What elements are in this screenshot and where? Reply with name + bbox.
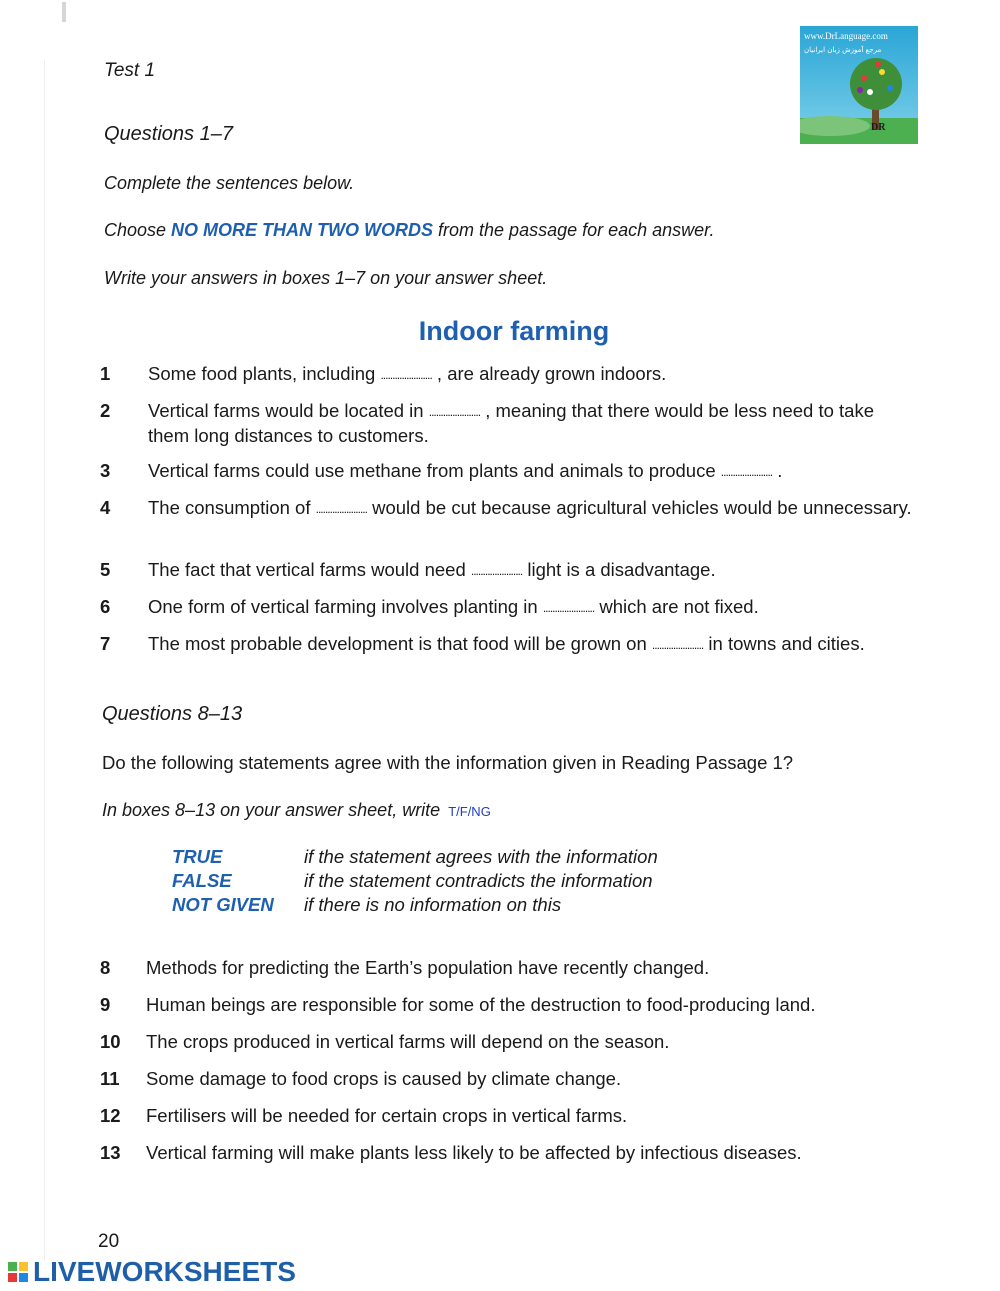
question-text-pre: Some food plants, including <box>148 363 381 384</box>
question-text-pre: The most probable development is that food will be grown on <box>148 633 652 654</box>
word-limit-emphasis: NO MORE THAN TWO WORDS <box>171 220 434 240</box>
page-number: 20 <box>98 1231 120 1252</box>
question-number: 6 <box>100 596 111 617</box>
statement-number: 9 <box>100 994 111 1015</box>
question-text <box>148 632 920 657</box>
question-number: 7 <box>100 633 111 654</box>
answer-blank[interactable]: ...................... <box>470 564 523 578</box>
answer-blank[interactable]: ...................... <box>720 465 773 479</box>
instruction-boxes <box>102 800 491 821</box>
question-text-pre: The consumption of <box>148 497 316 518</box>
question-text-pre: The fact that vertical farms would need <box>148 559 471 580</box>
logo-persian-text: مرجع آموزش زبان ایرانیان <box>804 46 882 54</box>
test-label: Test 1 <box>104 60 156 81</box>
question-number: 5 <box>100 559 111 580</box>
statement-text: Vertical farming will make plants less likely to be affected by infectious diseases. <box>146 1142 802 1163</box>
liveworksheets-logo-icon <box>8 1260 30 1284</box>
statement-text: Methods for predicting the Earth’s population have recently changed. <box>146 957 710 978</box>
logo-image <box>800 26 918 144</box>
question-text-pre: Vertical farms would be located in <box>148 400 429 421</box>
question-text <box>148 459 920 484</box>
liveworksheets-brand[interactable] <box>8 1256 296 1288</box>
question-number: 2 <box>100 400 111 421</box>
question-text-post: in towns and cities. <box>703 633 865 654</box>
legend-description: if the statement agrees with the information <box>304 846 658 867</box>
question-text-post: which are not fixed. <box>594 596 759 617</box>
drlanguage-logo <box>800 26 918 144</box>
legend-row <box>172 870 732 894</box>
question-text <box>148 558 920 583</box>
legend-description: if there is no information on this <box>304 894 562 915</box>
questions-8-13-heading: Questions 8–13 <box>102 703 243 725</box>
legend-key: FALSE <box>172 870 232 891</box>
statement-text: The crops produced in vertical farms will depend on the season. <box>146 1031 670 1052</box>
statement-number: 12 <box>100 1105 121 1126</box>
questions-1-7-heading: Questions 1–7 <box>104 123 233 145</box>
instruction-agree: Do the following statements agree with the information given in Reading Passage 1? <box>102 752 794 773</box>
answer-blank[interactable]: ...................... <box>380 368 432 382</box>
legend-key: TRUE <box>172 846 223 867</box>
question-text <box>148 496 920 521</box>
question-number: 1 <box>100 363 111 384</box>
question-text-post: would be cut because agricultural vehicles would be unnecessary. <box>366 497 912 518</box>
question-text <box>148 399 920 448</box>
question-text-pre: One form of vertical farming involves planting in <box>148 596 543 617</box>
answer-blank[interactable]: ...................... <box>315 502 367 516</box>
instruction-write-answers: Write your answers in boxes 1–7 on your answer sheet. <box>104 268 548 288</box>
instruction-choose <box>104 220 715 241</box>
instruction-choose-pre: Choose <box>104 220 172 240</box>
answer-blank[interactable]: ...................... <box>542 601 595 615</box>
answer-legend <box>172 846 732 918</box>
legend-key: NOT GIVEN <box>172 894 274 915</box>
statement-text: Human beings are responsible for some of the destruction to food-producing land. <box>146 994 816 1015</box>
brand-text: LIVEWORKSHEETS <box>33 1256 296 1287</box>
legend-description: if the statement contradicts the information <box>304 870 653 891</box>
statement-number: 10 <box>100 1031 121 1052</box>
question-number: 3 <box>100 460 111 481</box>
answer-format-hint: T/F/NG <box>448 804 491 819</box>
page-edge-mark <box>62 2 66 22</box>
question-text-post: light is a disadvantage. <box>522 559 716 580</box>
legend-row <box>172 894 732 918</box>
statement-text: Fertilisers will be needed for certain crops in vertical farms. <box>146 1105 628 1126</box>
statement-number: 8 <box>100 957 111 978</box>
statement-text: Some damage to food crops is caused by climate change. <box>146 1068 622 1089</box>
answer-blank[interactable]: ...................... <box>428 405 481 419</box>
question-text <box>148 362 920 387</box>
logo-url-text: www.DrLanguage.com <box>804 31 888 41</box>
statement-number: 11 <box>100 1068 120 1089</box>
question-number: 4 <box>100 497 111 518</box>
question-text-post: , meaning that there would be less need to take them long distances to customers. <box>148 400 874 446</box>
instruction-choose-post: from the passage for each answer. <box>433 220 715 240</box>
statement-number: 13 <box>100 1142 121 1163</box>
question-text-post: , are already grown indoors. <box>431 363 667 384</box>
answer-blank[interactable]: ...................... <box>651 638 704 652</box>
logo-mark-text: DR <box>871 122 886 133</box>
legend-row <box>172 846 732 870</box>
passage-title: Indoor farming <box>418 316 610 346</box>
instruction-complete: Complete the sentences below. <box>104 173 355 193</box>
page-binding-line <box>44 60 45 1260</box>
question-text-post: . <box>772 460 783 481</box>
question-text <box>148 595 920 620</box>
question-text-pre: Vertical farms could use methane from plants and animals to produce <box>148 460 721 481</box>
instruction-boxes-text: In boxes 8–13 on your answer sheet, write <box>102 800 441 820</box>
